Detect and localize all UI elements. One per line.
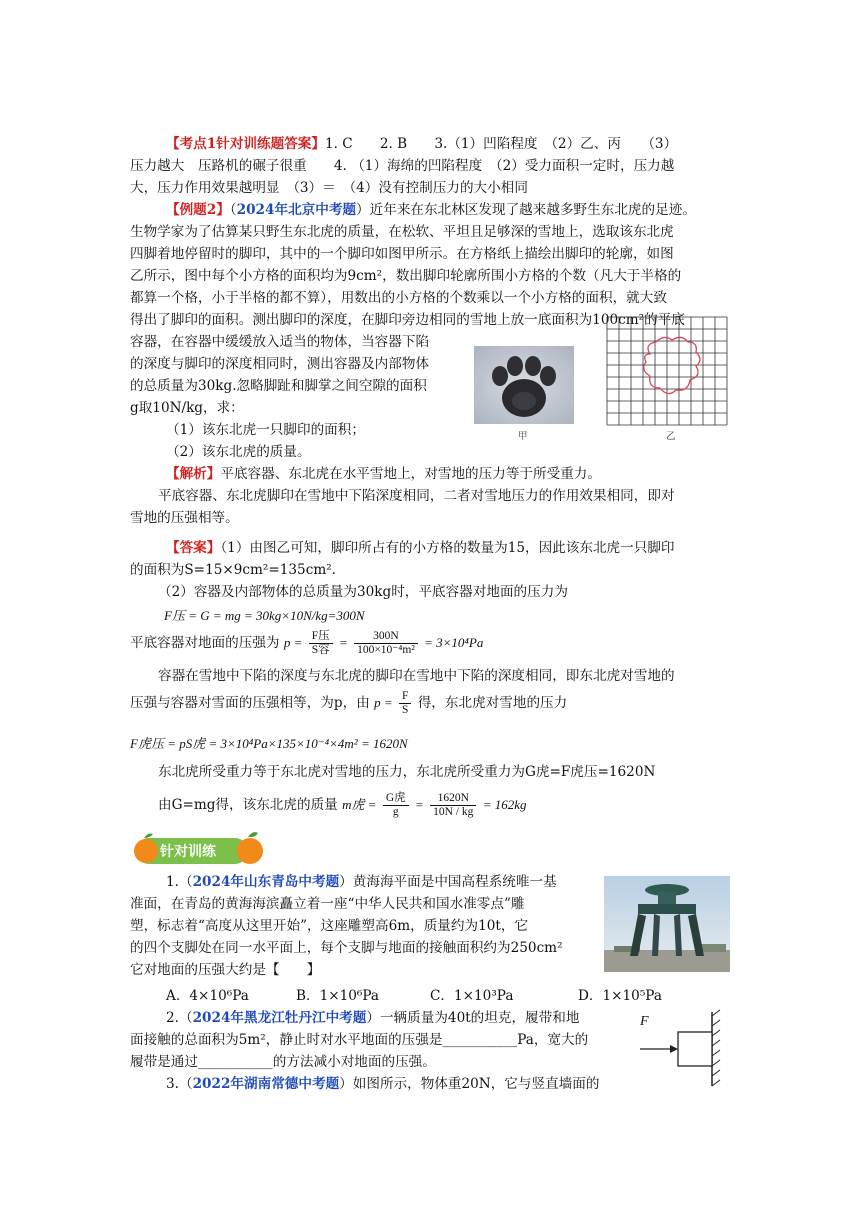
answer-label: 【答案】 [166, 540, 221, 556]
fraction: $\frac{1620N}{10N / kg}$ [430, 792, 476, 819]
example2-line: 生物学家为了估算某只野生东北虎的质量，在松软、平坦且足够深的雪地上，选取该东北虎 [130, 224, 674, 240]
fraction: $\frac{F}{S}$ [399, 690, 411, 717]
analysis-line-3: 雪地的压强相等。 [130, 510, 239, 526]
q1-option-d[interactable]: D．1×10⁵Pa [578, 988, 662, 1004]
example2-line: 四脚着地停留时的脚印，其中的一个脚印如图甲所示。在方格纸上描绘出脚印的轮廓，如图 [130, 246, 674, 262]
example2-line: g取10N/kg，求： [130, 400, 244, 416]
force-label: F [640, 1014, 649, 1029]
example2-question-1: （1）该东北虎一只脚印的面积； [166, 422, 365, 438]
q2-source: 2024年黑龙江牡丹江中考题 [192, 1010, 367, 1026]
answer-line-5: 容器在雪地中下陷的深度与东北虎的脚印在雪地中下陷的深度相同，即东北虎对雪地的 [158, 668, 675, 684]
footprint-grid [606, 316, 728, 426]
answer-line-6: 压强与容器对雪面的压强相等，为p，由 p = $\frac{F}{S}$ 得，东北虎对雪地的压力 [130, 690, 568, 716]
paw-print-photo [474, 346, 574, 424]
orange-icon [134, 839, 158, 863]
sculpture-photo [604, 876, 730, 972]
figure-caption-a: 甲 [518, 431, 528, 442]
analysis-line-2: 平底容器、东北虎脚印在雪地中下陷深度相同，二者对雪地压力的作用效果相同，即对 [158, 488, 675, 504]
q1-option-b[interactable]: B．1×10⁶Pa [296, 988, 380, 1004]
analysis-line-1: 【解析】平底容器、东北虎在水平雪地上，对雪地的压力等于所受重力。 [166, 466, 601, 482]
answer-line-8: 由G=mg得，该东北虎的质量 m虎 = $\frac{\text{G虎}}{g}$ = $\frac{1620N}{10N / kg}$ = 162kg [158, 792, 527, 818]
example2-line: 的深度与脚印的深度相同时，测出容器及内部物体 [130, 356, 430, 372]
equation-pressure-line: 平底容器对地面的压强为 p = $\frac{\text{F压}}{\text{S容}}$ = $\frac{300N}{\text{100×10⁻⁴m²}}$ = 3×10⁴Pa [130, 630, 484, 656]
q1-line: 它对地面的压强大约是【 】 [130, 962, 321, 978]
equation-tiger-force: F虎压 = pS虎 = 3×10⁴Pa×135×10⁻⁴×4m² = 1620N [130, 736, 408, 751]
q1-option-a[interactable]: A．4×10⁶Pa [166, 988, 249, 1004]
q2-line-2: 面接触的总面积为5m²，静止时对水平地面的压强是___________Pa，宽大的 [130, 1032, 589, 1048]
answers-line-2: 压力越大 压路机的碾子很重 4. （1）海绵的凹陷程度 （2）受力面积一定时，压力越 [130, 158, 675, 174]
analysis-label: 【解析】 [166, 466, 221, 482]
example2-label: 【例题2】 [166, 202, 230, 218]
q1-line: 塑，标志着“高度从这里开始”，这座雕塑高6m，质量约为10t，它 [130, 918, 529, 934]
q1-line: 准面，在青岛的黄海海滨矗立着一座“中华人民共和国水准零点”雕 [130, 896, 525, 912]
q3-line-1: 3.（2022年湖南常德中考题）如图所示，物体重20N，它与竖直墙面的 [166, 1076, 600, 1092]
answers-line-3: 大，压力作用效果越明显 （3）＝ （4）没有控制压力的大小相同 [130, 180, 528, 196]
q1-option-c[interactable]: C．1×10³Pa [430, 988, 514, 1004]
figure-caption-b: 乙 [666, 431, 676, 442]
q2-line-3: 履带是通过___________的方法减小对地面的压强。 [130, 1054, 436, 1070]
example2-line: 容器，在容器中缓缓放入适当的物体，当容器下陷 [130, 334, 430, 350]
answers-line-1: 【考点1针对训练题答案】1. C 2. B 3.（1）凹陷程度 （2）乙、丙 （3） [166, 136, 678, 152]
fraction: $\frac{300N}{\text{100×10⁻⁴m²}}$ [354, 630, 418, 657]
example2-line: 乙所示，图中每个小方格的面积均为9cm²，数出脚印轮廓所围小方格的个数（凡大于半格的 [130, 268, 682, 284]
answer-line-7: 东北虎所受重力等于东北虎对雪地的压力，东北虎所受重力为G虎=F虎压=1620N [158, 764, 656, 780]
q1-source: 2024年山东青岛中考题 [192, 874, 340, 890]
example2-line-1: 【例题2】（2024年北京中考题）近年来在东北林区发现了越来越多野生东北虎的足迹。 [166, 202, 696, 218]
training-banner-label: 针对训练 [160, 844, 216, 860]
example2-line: 的总质量为30kg.忽略脚趾和脚掌之间空隙的面积 [130, 378, 427, 394]
q3-source: 2022年湖南常德中考题 [192, 1076, 340, 1092]
equation-force: F压 = G = mg = 30kg×10N/kg=300N [164, 608, 365, 623]
q2-line-1: 2.（2024年黑龙江牡丹江中考题）一辆质量为40t的坦克，履带和地 [166, 1010, 580, 1026]
example2-question-2: （2）该东北虎的质量。 [166, 444, 311, 460]
fraction: $\frac{\text{G虎}}{g}$ [383, 792, 409, 819]
footprint-outline [644, 337, 700, 393]
example2-source: 2024年北京中考题 [236, 202, 357, 218]
fraction: $\frac{\text{F压}}{\text{S容}}$ [309, 630, 333, 657]
answer-line-3: （2）容器及内部物体的总质量为30kg时，平底容器对地面的压力为 [158, 584, 568, 600]
answers-label: 【考点1针对训练题答案】 [166, 136, 325, 152]
orange-icon [237, 838, 263, 864]
example2-line: 得出了脚印的面积。测出脚印的深度，在脚印旁边相同的雪地上放一底面积为100cm²的平底 [130, 312, 685, 328]
q1-line: 的四个支脚处在同一水平面上，每个支脚与地面的接触面积约为250cm² [130, 940, 563, 956]
answer-line-2: 的面积为S=15×9cm²=135cm². [130, 562, 336, 578]
answer-line-1: 【答案】（1）由图乙可知，脚印所占有的小方格的数量为15，因此该东北虎一只脚印 [166, 540, 675, 556]
example2-line: 都算一个格，小于半格的都不算），用数出的小方格的个数乘以一个小方格的面积，就大致 [130, 290, 667, 306]
q1-line-1: 1.（2024年山东青岛中考题）黄海海平面是中国高程系统唯一基 [166, 874, 557, 890]
